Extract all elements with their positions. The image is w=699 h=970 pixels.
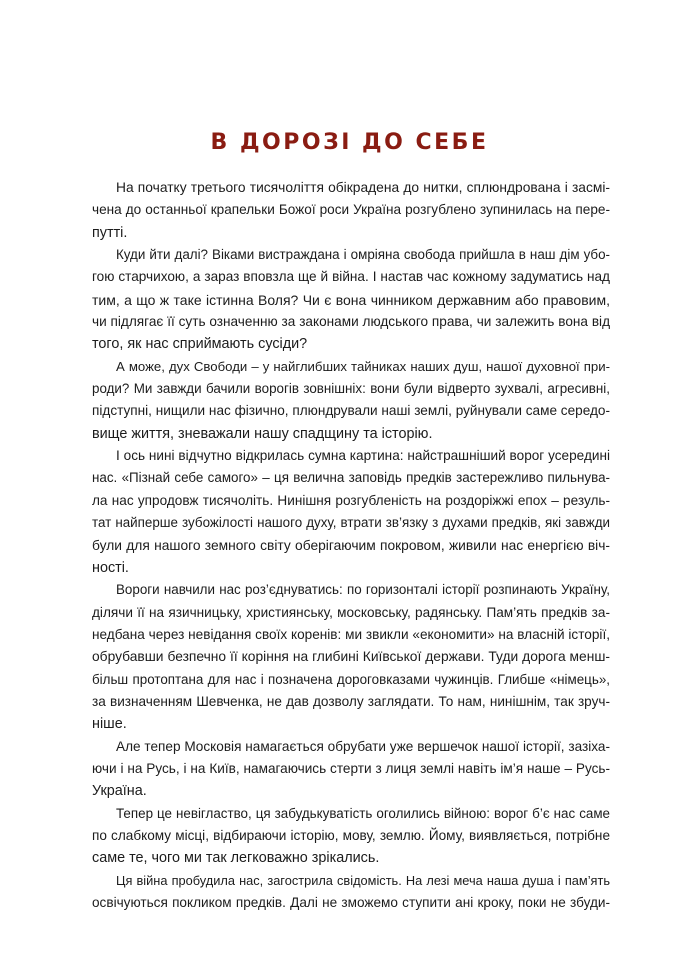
text-line: На початку третього тисячоліття обікрадена до нитки, сплюндрована і засмі- [116, 180, 610, 195]
text-line: Вороги навчили нас роз’єднуватись: по горизонталі історії розпинають Україну, [116, 582, 610, 598]
text-line: А може, дух Свободи – у найглибших тайниках наших душ, нашої духовної при- [116, 358, 610, 374]
text-line: роди? Ми завжди бачили ворогів зовнішніх: вони були відверто зухвалі, агресивні, [92, 381, 610, 397]
text-line: Але тепер Московія намагається обрубати уже вершечок нашої історії, зазіха- [116, 738, 610, 754]
text-line: гою старчихою, а зараз вповзла ще й війна. І настав час кожному задуматись над [92, 269, 610, 285]
text-line: саме те, чого ми так легковажно зрікались. [92, 850, 380, 867]
text-line: підступні, нищили нас фізично, плюндрували наші землі, руйнували саме середо- [92, 403, 610, 419]
text-line: ділячи її на язичницьку, християнську, московську, радянську. Пам’ять предків за- [92, 604, 610, 620]
text-line: ючи і на Русь, і на Київ, намагаючись стерти з лиця землі навіть ім’я наше – Русь- [92, 760, 610, 776]
text-line: були для нашого земного світу оберігаючим покровом, живили нас енергією віч- [92, 537, 610, 553]
chapter-title: В ДОРОЗІ ДО СЕБЕ [210, 130, 489, 155]
text-line: за визначенням Шевченка, не дав дозволу заглядати. То нам, нинішнім, так зруч- [92, 693, 610, 709]
text-line: тат найперше зубожілості нашого духу, втрати зв’язку з духами предків, які завжди [92, 515, 610, 531]
text-line: недбана через невідання своїх коренів: ми звикли «економити» на власній історії, [92, 626, 610, 642]
text-line: І ось нині відчутно відкрилась сумна картина: найстрашніший ворог усередині [116, 448, 610, 464]
text-line: того, як нас сприймають сусіди? [92, 336, 308, 353]
text-line: тим, а що ж таке істинна Воля? Чи є вона чинником державним або правовим, [92, 291, 610, 308]
text-line: Україна. [92, 783, 147, 800]
text-line: ніше. [92, 716, 127, 733]
body-text [92, 177, 610, 914]
text-line: Куди йти далі? Віками вистраждана і омріяна свобода прийшла в наш дім убо- [116, 247, 610, 263]
text-line: чена до останньої крапельки Божої роси Україна розгублено зупинилась на пере- [92, 202, 610, 218]
text-line: Тепер це невігластво, ця забудькуватість оголились війною: ворог б’є нас саме [116, 805, 610, 821]
text-line: Ця війна пробудила нас, загострила свідомість. На лезі меча наша душа і пам’ять [116, 872, 610, 888]
text-line: ла нас упродовж тисячоліть. Нинішня розгубленість на роздоріжжі епох – резуль- [92, 492, 610, 508]
text-line: путті. [92, 224, 128, 241]
text-line: освічуються покликом предків. Далі не зможемо ступити ані кроку, поки не збуди- [92, 895, 610, 910]
text-line: обрубавши безпечно її коріння на глибині Київської держави. Туди дорога менш- [92, 649, 610, 665]
text-line: чи підлягає її суть означенню за законами людського права, чи залежить вона від [92, 314, 610, 330]
text-line: вище життя, зневажали нашу спадщину та історію. [92, 425, 433, 442]
text-line: більш протоптана для нас і позначена дороговказами чужинців. Глибше «німець», [92, 671, 610, 687]
text-line: ності. [92, 559, 129, 576]
text-line: по слабкому місці, відбираючи історію, мову, землю. Йому, виявляється, потрібне [92, 827, 610, 843]
text-line: нас. «Пізнай себе самого» – ця велична заповідь предків застережливо пильнува- [92, 470, 610, 486]
